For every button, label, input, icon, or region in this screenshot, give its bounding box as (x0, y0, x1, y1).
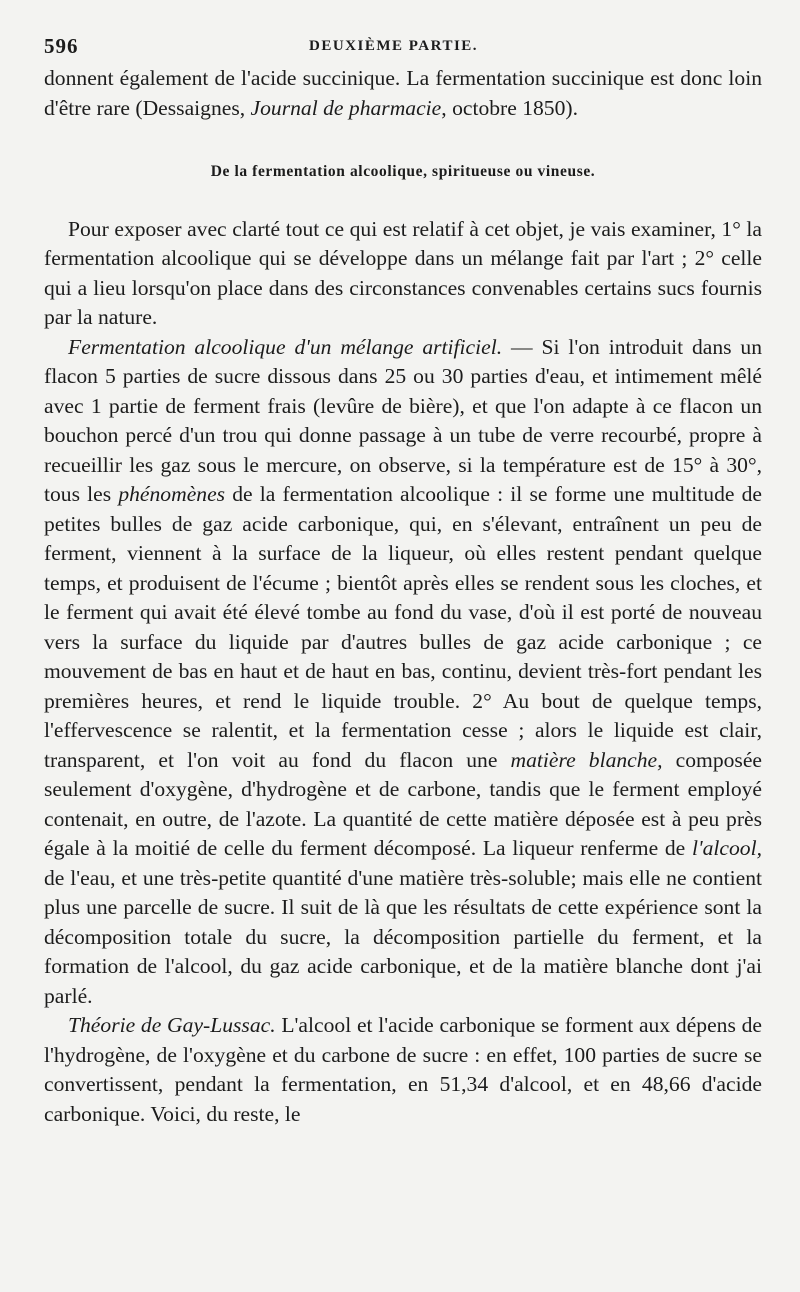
paragraph-text-d: de l'eau, et une très-petite quantité d'une matière très-soluble; mais elle ne contient plus une parcelle de sucre. Il suit de là que les résultats de cette expérience sont la décomposition totale du sucre, la décomposition partielle du ferment, et la formation de l'alcool, du gaz acide carbonique, et de la matière blanche dont j'ai parlé. (44, 865, 762, 1008)
continuation-paragraph (44, 64, 762, 123)
italic-matiere-blanche: matière blanche, (510, 747, 663, 772)
gay-lussac-paragraph (44, 1011, 762, 1129)
italic-alcool: l'alcool, (692, 836, 762, 860)
artificial-mixture-paragraph (44, 333, 762, 1012)
section-heading: De la fermentation alcoolique, spiritueuse ou vineuse. (210, 163, 596, 180)
page-number: 596 (44, 34, 79, 58)
paragraph-text-b: de la fermentation alcoolique : il se forme une multitude de petites bulles de gaz acide carbonique, qui, en s'élevant, entraînent un peu de ferment, viennent à la surface de la liqueur, où elles restent pendant quelque temps, et produisent de l'écume ; bientôt après elles se rendent sous les cloches, et le ferment qui avait été élevé tombe au fond du vase, d'où il est porté de nouveau vers la surface du liquide par d'autres bulles de gaz acide carbonique ; ce mouvement de bas en haut et de haut en bas, continu, devient très-fort pendant les premières heures, et rend le liquide trouble. 2° Au bout de quelque temps, l'effervescence se ralentit, et la fermentation cesse ; alors le liquide est clair, transparent, et l'on voit au fond du flacon une (44, 482, 763, 772)
page-header (44, 34, 756, 62)
continuation-text-2: , octobre 1850). (441, 95, 578, 120)
paragraph-lead-artificial: Fermentation alcoolique d'un mélange artificiel. (68, 334, 503, 359)
paragraph-lead-gay-lussac: Théorie de Gay-Lussac. (68, 1013, 276, 1037)
running-head: DEUXIÈME PARTIE. (309, 38, 479, 54)
page-body (44, 64, 762, 1129)
paragraph-text-c: composée seulement d'oxygène, d'hydrogène et de carbone, tandis que le ferment employé contenait, en outre, de l'azote. La quantité de cette matière déposée est à peu près égale à la moitié de celle du ferment décomposé. La liqueur renferme de (44, 747, 762, 860)
paragraph-text-a: — Si l'on introduit dans un flacon 5 parties de sucre dissous dans 25 ou 30 parties d'eau, et intimement mêlé avec 1 partie de ferment frais (levûre de bière), et que l'on adapte à ce flacon un bouchon percé d'un trou qui donne passage à un tube de verre recourbé, propre à recueillir les gaz sous le mercure, on observe, si la température est de 15° à 30°, tous les (44, 334, 763, 506)
intro-paragraph: Pour exposer avec clarté tout ce qui est relatif à cet objet, je vais examiner, 1° la fermentation alcoolique qui se développe dans un mélange fait par l'art ; 2° celle qui a lieu lorsqu'on place dans des circonstances convenables certains sucs fournis par la nature. (44, 216, 762, 329)
paragraph-text-e: L'alcool et l'acide carbonique se forment aux dépens de l'hydrogène, de l'oxygène et du carbone de sucre : en effet, 100 parties de sucre se convertissent, pendant la fermentation, en 51,34 d'alcool, et en 48,66 d'acide carbonique. Voici, du reste, le (44, 1013, 762, 1126)
journal-title: Journal de pharmacie (250, 95, 442, 120)
continuation-text-1: donnent également de l'acide succinique. La fermentation succinique est donc loin d'être rare (Dessaignes, (44, 66, 762, 120)
italic-phenomenes: phénomènes (118, 482, 226, 506)
